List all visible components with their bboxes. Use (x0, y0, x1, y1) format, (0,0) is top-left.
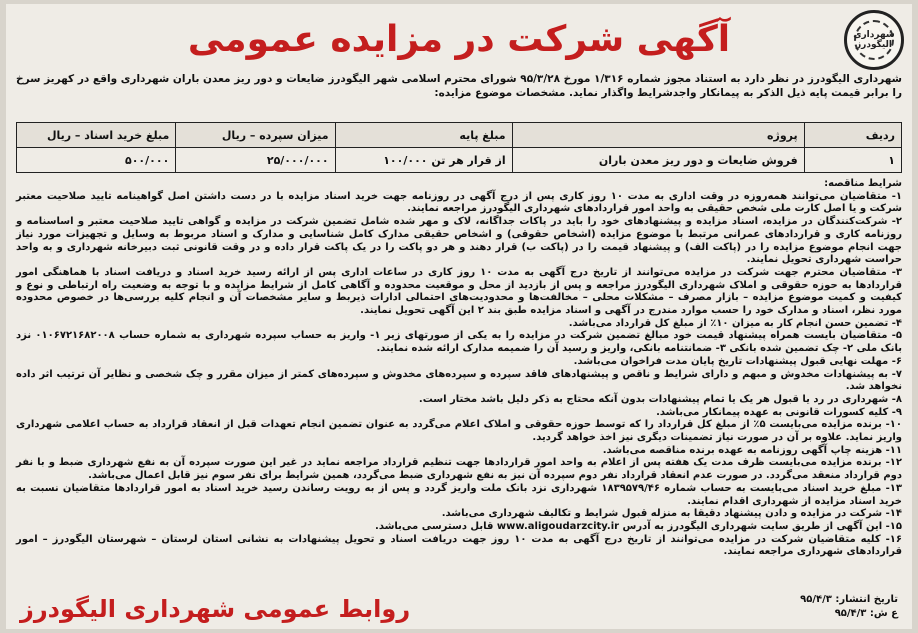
condition-item: ۹- کلیه کسورات قانونی به عهده پیمانکار می‌باشد. (656, 406, 902, 418)
condition-item: ۱۰- برنده مزایده می‌بایست ۵٪ از مبلغ کل قرارداد را که توسط حوزه حقوقی و املاک اعلام می‌گردد به عنوان تضمین انجام تعهدات قبل از انعقاد قرارداد به حساب اعلامی شهرداری واریز نماید. علاوه بر آن در صورت نیاز تضمینات دیگری نیز اخذ خواهد گردید. (16, 419, 902, 444)
condition-item: ۱۵- این آگهی از طریق سایت شهرداری الیگودرز به آدرس www.aligoudarzcity.ir قابل دسترسی می‌باشد. (375, 520, 902, 532)
table-row (17, 148, 902, 173)
condition-item: ۷- به پیشنهادات مخدوش و مبهم و دارای شرایط و ناقص و پیشنهادهای فاقد سپرده و سپرده‌های مخدوش و سپرده‌های کمتر از میزان مقرر و چک شخصی و نظایر آن ترتیب اثر داده نخواهد شد. (16, 368, 902, 393)
col-deposit: میزان سپرده – ریال (176, 123, 335, 148)
cell-deposit: ۲۵/۰۰۰/۰۰۰ (176, 148, 335, 173)
condition-item: ۸- شهرداری در رد یا قبول هر یک یا تمام پیشنهادات بدون آنکه محتاج به ذکر دلیل باشد مختار است. (418, 393, 902, 405)
cell-project: فروش ضایعات و دور ریز معدن باران (512, 148, 804, 173)
col-project: پروژه (512, 123, 804, 148)
ad-title: آگهی شرکت در مزایده عمومی (187, 19, 731, 60)
col-base-price: مبلغ پایه (335, 123, 512, 148)
condition-item: ۱۳- مبلغ خرید اسناد می‌بایست به حساب شماره ۱۸۳۹۵۷۹/۴۶ شهرداری نزد بانک ملت واریز گردد و پس از به رویت رساندن رسید خرید اسناد به امور قراردادها متقاضیان نسبت به خرید اسناد مزایده از شهرداری اقدام نمایند. (16, 482, 902, 507)
ad-code-date: ع ش: ۹۵/۴/۳ (834, 608, 898, 619)
logo-seal: شهرداری الیگودرز (854, 20, 894, 60)
cell-document-price: ۵۰۰/۰۰۰ (17, 148, 176, 173)
intro-paragraph: شهرداری الیگودرز در نظر دارد به استناد مجوز شماره ۱/۳۱۶ مورخ ۹۵/۳/۲۸ شورای محترم اسلامی شهر الیگودرز ضایعات و دور ریز معدن باران شهرداری واقع در کهریز سرخ را برابر قیمت پایه ذیل الذکر به پیمانکار واجدشرایط واگذار نماید. مشخصات موضوع مزایده: (16, 73, 902, 99)
condition-item: ۵- متقاضیان بایست همراه پیشنهاد قیمت خود مبالغ تضمین شرکت در مزایده را به یکی از صورتهای زیر ۱- واریز به حساب سپرده شهرداری به شماره حساب ۰۱۰۶۷۲۱۶۸۲۰۰۸ نزد بانک ملی ۲- چک تضمین شده بانکی ۳- ضمانتنامه بانکی، واریز و رسید آن را ضمیمه مدارک ارائه شده نمایند. (16, 330, 903, 355)
cell-base-price: از قرار هر تن ۱۰۰/۰۰۰ (335, 148, 512, 173)
condition-item: ۲- شرکت‌کنندگان در مزایده، اسناد مزایده و پیشنهادهای خود را باید در پاکات جداگانه، لاک و مهر شده شامل تضمین شرکت در مزایده و گواهی تایید صلاحیت معتبر و اساسنامه و روزنامه کاری و قراردادهای عمرانی مرتبط با موضوع مزایده (اشخاص حقوقی) و اشخاص حقیقی مدارک کامل شناسایی و مدارک و اسناد مربوط به وسایل و تجهیزات مورد نیاز جهت انجام موضوع مزایده را در (پاکت الف) و پیشنهاد قیمت را در (پاکت ب) قرار دهند و هر دو پاکت را در یک پاکت قرار داده و در وقت قانونی ثبت دبیرخانه شهرداری و به واحد حراست شهرداری تحویل نمایند. (16, 216, 902, 266)
cell-row-number: ۱ (804, 148, 901, 173)
conditions-section (16, 178, 902, 559)
condition-item: ۱۱- هزینه چاپ آگهی روزنامه به عهده برنده مناقصه می‌باشد. (602, 444, 902, 456)
condition-item: ۴- تضمین حسن انجام کار به میزان ۱۰٪ از مبلغ کل قرارداد می‌باشد. (568, 317, 902, 329)
municipality-logo (844, 10, 904, 70)
condition-item: ۱- متقاضیان می‌توانند همه‌روزه در وقت اداری به مدت ۱۰ روز کاری پس از درج آگهی در روزنامه جهت خرید اسناد مزایده با در دست داشتن اصل گواهینامه تایید صلاحیت معتبر شرکت و یا اصل کارت ملی شخص حقیقی به واحد امور قراردادهای شهرداری الیگودرز مراجعه نمایند. (16, 190, 902, 215)
condition-item: ۱۴- شرکت در مزایده و دادن پیشنهاد دقیقا به منزله قبول شرایط و تکالیف شهرداری می‌باشد. (441, 508, 902, 520)
publication-dates (800, 593, 898, 621)
condition-item: ۱۶- کلیه متقاضیان شرکت در مزایده می‌توانند از تاریخ درج آگهی به مدت ۱۰ روز جهت دریافت اسناد و تحویل پیشنهادات به نشانی استان لرستان – شهرستان الیگودرز – امور قراردادهای شهرداری مراجعه نمایند. (16, 533, 902, 558)
col-document-price: مبلغ خرید اسناد – ریال (17, 123, 176, 148)
publish-date: تاریخ انتشار: ۹۵/۴/۳ (800, 594, 898, 605)
condition-item: ۱۲- برنده مزایده می‌بایست ظرف مدت یک هفته پس از اعلام به واحد امور قراردادها جهت تنظیم قرارداد مراجعه نماید در غیر این صورت سپرده آن به نفع شهرداری ضبط و با نفر دوم قرارداد منعقد می‌گردد. در صورت عدم انعقاد قرارداد نفر دوم سپرده آن نیز به نفع شهرداری ضبط می‌گردد، همین شرایط برای نفر سوم نیز قابل اعمال می‌باشد. (16, 457, 902, 482)
condition-item: ۶- مهلت نهایی قبول پیشنهادات تاریخ پایان مدت فراخوان می‌باشد. (573, 355, 902, 367)
col-row-number: ردیف (804, 123, 901, 148)
conditions-heading: شرایط مناقصه: (824, 178, 902, 189)
table-header-row (17, 123, 902, 148)
public-relations-signature: روابط عمومی شهرداری الیگودرز (20, 595, 411, 623)
newspaper-ad (6, 4, 912, 629)
condition-item: ۳- متقاضیان محترم جهت شرکت در مزایده می‌توانند از تاریخ درج آگهی به مدت ۱۰ روز کاری در ساعات اداری پس از ارائه رسید خرید اسناد و دریافت اسناد با هماهنگی امور قراردادها به حوزه حقوقی و املاک شهرداری الیگودرز مراجعه و پس از بازدید از محل و موقعیت محدوده و آگاهی کامل از شرایط مزایده و با توجه به وضعیت راه ارتباطی و نوع و کیفیت و کمیت موضوع مزایده – بازار مصرف – مشکلات محلی – مخالفت‌ها و محدودیت‌های احتمالی ادارات ذیربط و سایر مشخصات آن و انجام کلیه بررسی‌ها در خصوص محدوده مورد نظر، اسناد و مدارک خود را حسب موارد مندرج در آگهی و اسناد مزایده طبق بند ۲ این آگهی تحویل نمایند. (16, 266, 902, 317)
auction-items-table (16, 122, 902, 173)
